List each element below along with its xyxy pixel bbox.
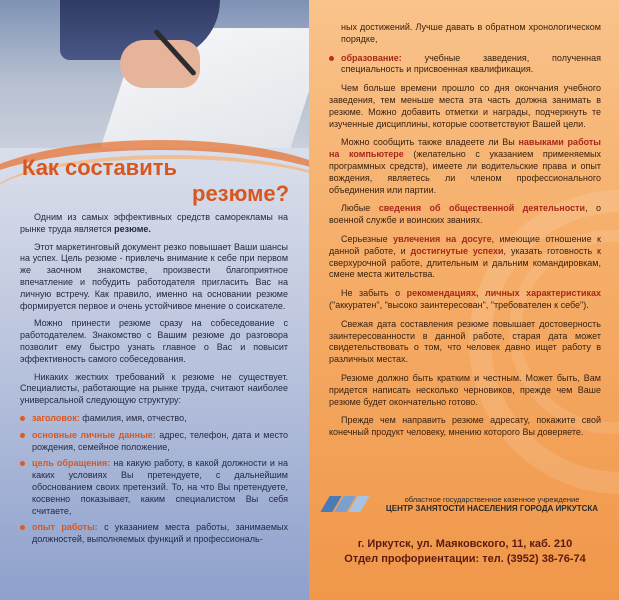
- org-logo-icon: [319, 493, 373, 515]
- contact-block: [319, 537, 611, 566]
- structure-list: [20, 413, 288, 546]
- date-paragraph: Свежая дата составления резюме повышает достоверность заинтересованности в данной работе, старая дата может свидетельствовать о том, что человек давно ищет работу в различных местах.: [329, 318, 601, 365]
- education-note-paragraph: Чем больше времени прошло со дня окончания учебного заведения, тем меньше места эта часть должна занимать в резюме. Можно добавить отметки и награды, подчеркнуть те изученные дисциплины, которые соответствуют Вашей цели.: [329, 83, 601, 129]
- page-title: [22, 155, 289, 207]
- phone: Отдел профориентации: тел. (3952) 38-76-74: [344, 552, 586, 565]
- continuation-paragraph: ных достижений. Лучше давать в обратном хронологическом порядке,: [341, 22, 601, 44]
- interview-paragraph: Можно принести резюме сразу на собеседование с работодателем. Знакомство с Вашим резюме до разговора позволит ему быстро узнать главное о Вас и повысит эффективность самого собеседования.: [20, 318, 288, 364]
- org-name: ЦЕНТР ЗАНЯТОСТИ НАСЕЛЕНИЯ ГОРОДА ИРКУТСКА: [385, 504, 599, 513]
- list-item: опыт работы: с указанием места работы, занимаемых должностей, выполняемых функций и профессиональ-: [20, 522, 288, 546]
- title-line-2: резюме?: [192, 181, 290, 206]
- title-line-1: Как составить: [22, 155, 178, 180]
- brevity-paragraph: Резюме должно быть кратким и честным. Может быть, Вам придется написать несколько черновиков, прежде чем Ваше резюме будет окончательно готово.: [329, 372, 601, 407]
- structure-paragraph: Никаких жестких требований к резюме не существует. Специалисты, работающие на рынке труда, считают наиболее универсальной следующую структуру:: [20, 371, 288, 406]
- right-panel: [309, 0, 619, 600]
- left-panel: [0, 0, 309, 600]
- purpose-paragraph: Этот маркетинговый документ резко повышает Ваши шансы на успех. Цель резюме - привлечь внимание к себе при первом же заочном знакомстве, произвести благоприятное впечатление и побудить работодателя пригласить Вас на личную встречу. Как правило, именно на основании резюме формируется первое и очень устойчивое мнение о соискателе.: [20, 241, 288, 311]
- org-names: [373, 495, 611, 514]
- left-body: [20, 212, 288, 551]
- address: г. Иркутск, ул. Маяковского, 11, каб. 210: [357, 538, 573, 550]
- org-type: областное государственное казенное учреждение: [404, 494, 580, 504]
- right-body: [329, 22, 601, 446]
- list-item: образование: учебные заведения, полученная специальность и присвоенная квалификация.: [329, 53, 601, 77]
- list-item: основные личные данные: адрес, телефон, дата и место рождения, семейное положение,: [20, 430, 288, 454]
- intro-paragraph: Одним из самых эффективных средств саморекламы на рынке труда является резюме.: [20, 212, 288, 234]
- references-paragraph: Не забыть о рекомендациях, личных характеристиках ("аккуратен", "высоко заинтересован", "требователен к себе").: [329, 288, 602, 310]
- review-paragraph: Прежде чем направить резюме адресату, покажите свой конечный продукт человеку, мнению которого Вы доверяете.: [329, 415, 601, 438]
- education-list: [329, 53, 601, 77]
- social-paragraph: Любые сведения об общественной деятельности, о военной службе и воинских званиях.: [329, 203, 601, 226]
- hand-writing-photo: [0, 0, 309, 148]
- hobbies-paragraph: Серьезные увлечения на досуге, имеющие отношение к данной работе, и достигнутые успехи, указать готовность к сверхурочной работе, длительным и дальним командировкам, смене места жительства.: [329, 233, 601, 280]
- skills-paragraph: Можно сообщить также владеете ли Вы навыками работы на компьютере (желательно с указанием применяемых программных средств), имеете ли водительские права и опыт вождения, являетесь ли членом профессионального объединения или партии.: [329, 137, 601, 195]
- list-item: цель обращения: на какую работу, в какой должности и на каких условиях Вы претендуете, с дальнейшим обоснованием своих претензий. То, на что Вы претендуете, косвенно показывает, каким специалистом Вы себя считаете,: [20, 458, 288, 517]
- list-item: заголовок: фамилия, имя, отчество,: [20, 413, 288, 425]
- organization-block: [319, 490, 611, 518]
